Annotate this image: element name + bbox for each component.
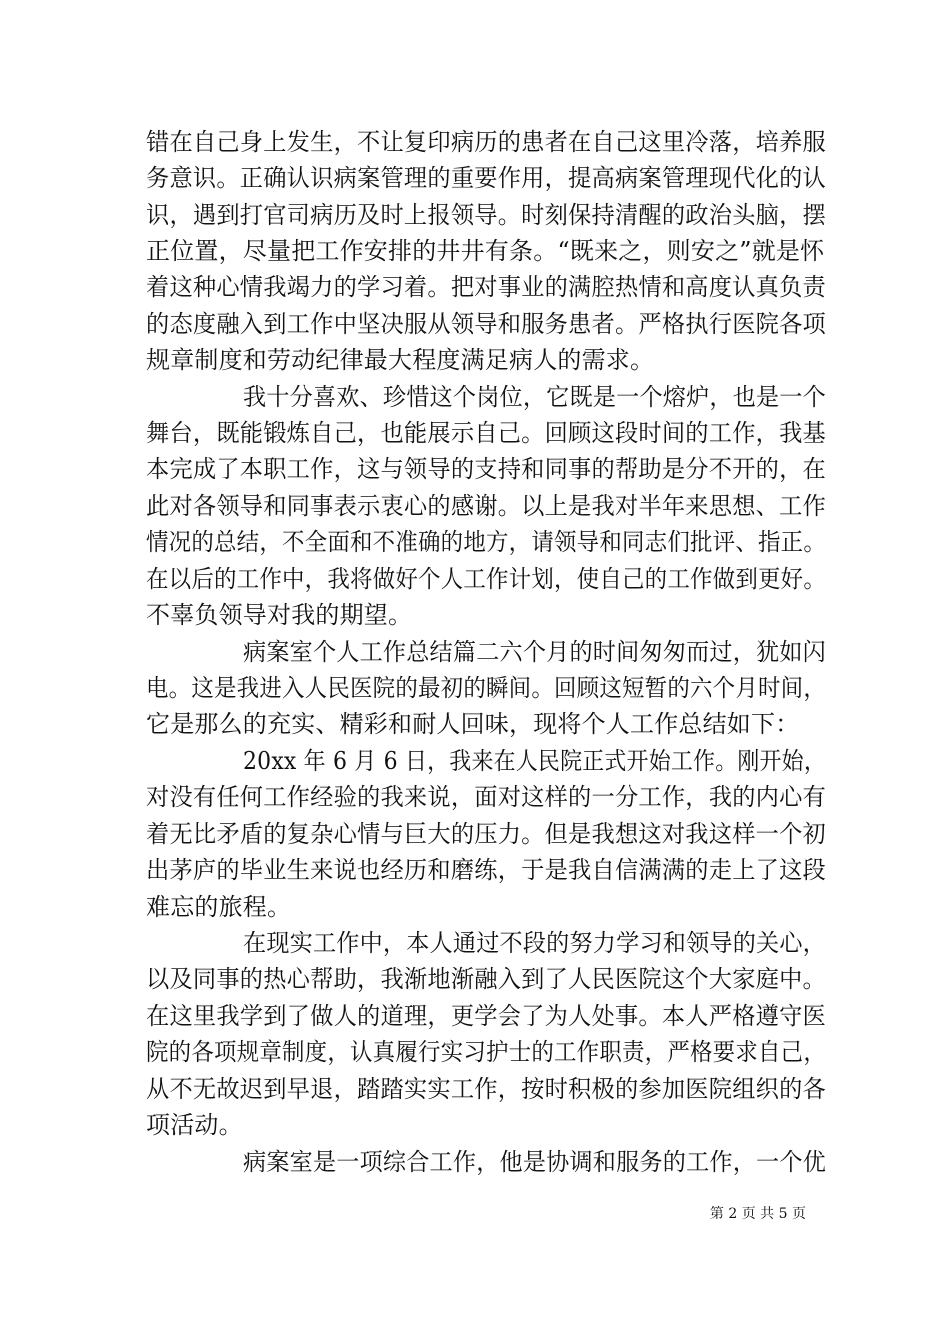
text-line: 从不无故迟到早退，踏踏实实工作，按时积极的参加医院组织的各 [146, 1075, 826, 1103]
text-line: 以及同事的热心帮助，我渐地渐融入到了人民医院这个大家庭中。 [146, 965, 826, 993]
page-number: 第 2 页 共 5 页 [709, 1206, 806, 1222]
text-line: 情况的总结，不全面和不准确的地方，请领导和同志们批评、指正。 [146, 528, 826, 556]
text-line: 舞台，既能锻炼自己，也能展示自己。回顾这段时间的工作，我基 [146, 419, 826, 447]
text-line: 此对各领导和同事表示衷心的感谢。以上是我对半年来思想、工作 [146, 492, 826, 520]
text-line: 出茅庐的毕业生来说也经历和磨练，于是我自信满满的走上了这段 [146, 856, 826, 884]
text-line: 不辜负领导对我的期望。 [146, 601, 413, 629]
text-line: 的态度融入到工作中坚决服从领导和服务患者。严格执行医院各项 [146, 310, 826, 338]
text-line: 规章制度和劳动纪律最大程度满足病人的需求。 [146, 346, 655, 374]
text-line: 着无比矛盾的复杂心情与巨大的压力。但是我想这对我这样一个初 [146, 820, 826, 848]
paragraph-first-line: 在现实工作中，本人通过不段的努力学习和领导的关心， [243, 929, 826, 957]
text-line: 在以后的工作中，我将做好个人工作计划，使自己的工作做到更好。 [146, 565, 826, 593]
paragraph-first-line: 病案室个人工作总结篇二六个月的时间匆匆而过，犹如闪 [243, 638, 826, 666]
paragraph-first-line: 我十分喜欢、珍惜这个岗位，它既是一个熔炉，也是一个 [243, 383, 826, 411]
text-line: 对没有任何工作经验的我来说，面对这样的一分工作，我的内心有 [146, 783, 826, 811]
paragraph-first-line: 病案室是一项综合工作，他是协调和服务的工作，一个优 [243, 1148, 826, 1176]
text-line: 错在自己身上发生，不让复印病历的患者在自己这里冷落，培养服 [146, 128, 826, 156]
text-line: 在这里我学到了做人的道理，更学会了为人处事。本人严格遵守医 [146, 1002, 826, 1030]
text-line: 着这种心情我竭力的学习着。把对事业的满腔热情和高度认真负责 [146, 273, 826, 301]
text-line: 正位置，尽量把工作安排的井井有条。“既来之，则安之”就是怀 [146, 237, 825, 265]
text-line: 它是那么的充实、精彩和耐人回味，现将个人工作总结如下： [146, 710, 800, 738]
text-line: 务意识。正确认识病案管理的重要作用，提高病案管理现代化的认 [146, 164, 826, 192]
text-line: 电。这是我进入人民医院的最初的瞬间。回顾这短暂的六个月时间， [146, 674, 826, 702]
text-line: 本完成了本职工作，这与领导的支持和同事的帮助是分不开的，在 [146, 455, 826, 483]
text-line: 项活动。 [146, 1111, 243, 1139]
paragraph-first-line: 20xx 年 6 月 6 日，我来在人民院正式开始工作。刚开始， [243, 747, 826, 775]
text-line: 难忘的旅程。 [146, 893, 292, 921]
text-line: 识，遇到打官司病历及时上报领导。时刻保持清醒的政治头脑，摆 [146, 201, 826, 229]
text-line: 院的各项规章制度，认真履行实习护士的工作职责，严格要求自己， [146, 1038, 826, 1066]
